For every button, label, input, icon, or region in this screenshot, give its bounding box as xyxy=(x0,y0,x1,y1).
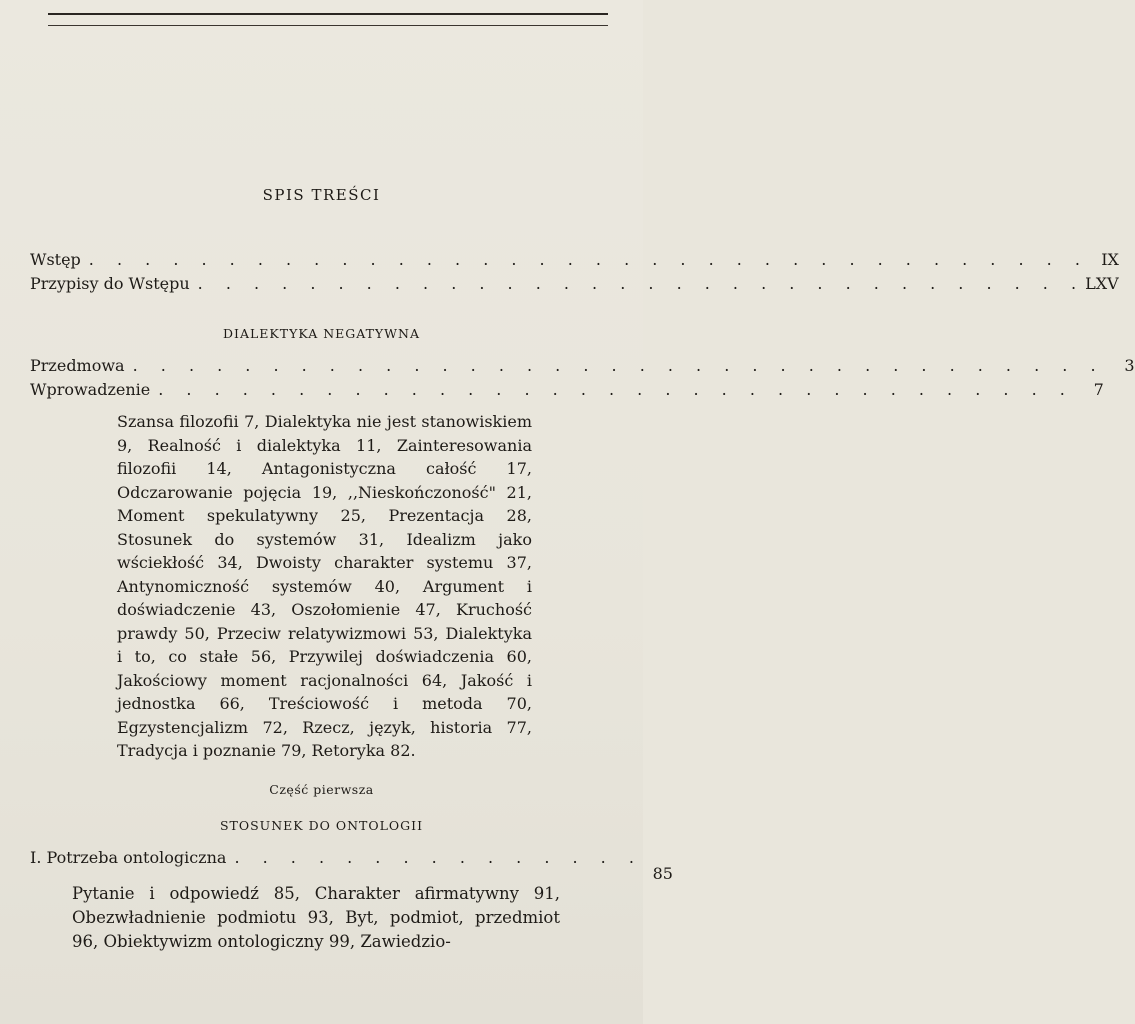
top-rule-thin xyxy=(48,25,608,26)
toc-entry-wstep xyxy=(30,250,1119,272)
toc-entry-wprowadzenie xyxy=(30,380,1104,402)
section-heading: DIALEKTYKA NEGATYWNA xyxy=(223,326,420,341)
toc-entry-label: Wprowadzenie xyxy=(30,380,151,399)
dot-leader: . . . . . . . . . . . . . . . . . . . . . . . . . . . . . . . . . . . xyxy=(132,356,1105,375)
toc-entry-label: Wstęp xyxy=(30,250,81,269)
toc-entry-label: Przypisy do Wstępu xyxy=(30,274,190,293)
toc-entry-label: Przedmowa xyxy=(30,356,125,375)
part-label: Część pierwsza xyxy=(269,782,374,797)
toc-entry-page: 3 xyxy=(1124,356,1135,375)
page-title: SPIS TREŚCI xyxy=(262,186,381,204)
toc-entry-chapter1 xyxy=(30,848,673,883)
toc-entry-page: LXV xyxy=(1085,274,1119,293)
dot-leader: . . . . . . . . . . . . . . . xyxy=(234,848,643,867)
toc-entry-page: 7 xyxy=(1093,380,1104,399)
intro-subentries: Szansa filozofii 7, Dialektyka nie jest stanowiskiem 9, Realność i dialektyka 11, Zainteresowania filozofii 14, Antagonistyczna całość 17, Odczarowanie pojęcia 19, ,,Nieskończoność" 21, Moment spekulatywny 25, Prezentacja 28, Stosunek do systemów 31, Idealizm jako wściekłość 34, Dwoisty charakter systemu 37, Antynomiczność systemów 40, Argument i doświadczenie 43, Oszołomienie 47, Kruchość prawdy 50, Przeciw relatywizmowi 53, Dialektyka i to, co stałe 56, Przywilej doświadczenia 60, Jakościowy moment racjonalności 64, Jakość i jednostka 66, Treściowość i metoda 70, Egzystencjalizm 72, Rzecz, język, historia 77, Tradycja i poznanie 79, Retoryka 82. xyxy=(117,412,532,760)
toc-entry-page: IX xyxy=(1101,250,1119,269)
dot-leader: . . . . . . . . . . . . . . . . . . . . . . . . . . . . . . . . . xyxy=(158,380,1074,399)
toc-entry-label: I. Potrzeba ontologiczna xyxy=(30,848,227,867)
dot-leader: . . . . . . . . . . . . . . . . . . . . . . . . . . . . . . . . xyxy=(197,274,1086,293)
part-title: STOSUNEK DO ONTOLOGII xyxy=(219,818,424,833)
top-rule xyxy=(48,13,608,15)
toc-entry-page: 85 xyxy=(652,864,673,883)
toc-entry-przypisy xyxy=(30,274,1119,296)
chapter1-subentries: Pytanie i odpowiedź 85, Charakter afirmatywny 91, Obezwładnienie podmiotu 93, Byt, podmiot, przedmiot 96, Obiektywizm ontologiczny 99, Zawiedzio- xyxy=(72,884,560,951)
dot-leader: . . . . . . . . . . . . . . . . . . . . . . . . . . . . . . . . . . . . xyxy=(88,250,1089,269)
toc-entry-przedmowa xyxy=(30,356,1135,378)
